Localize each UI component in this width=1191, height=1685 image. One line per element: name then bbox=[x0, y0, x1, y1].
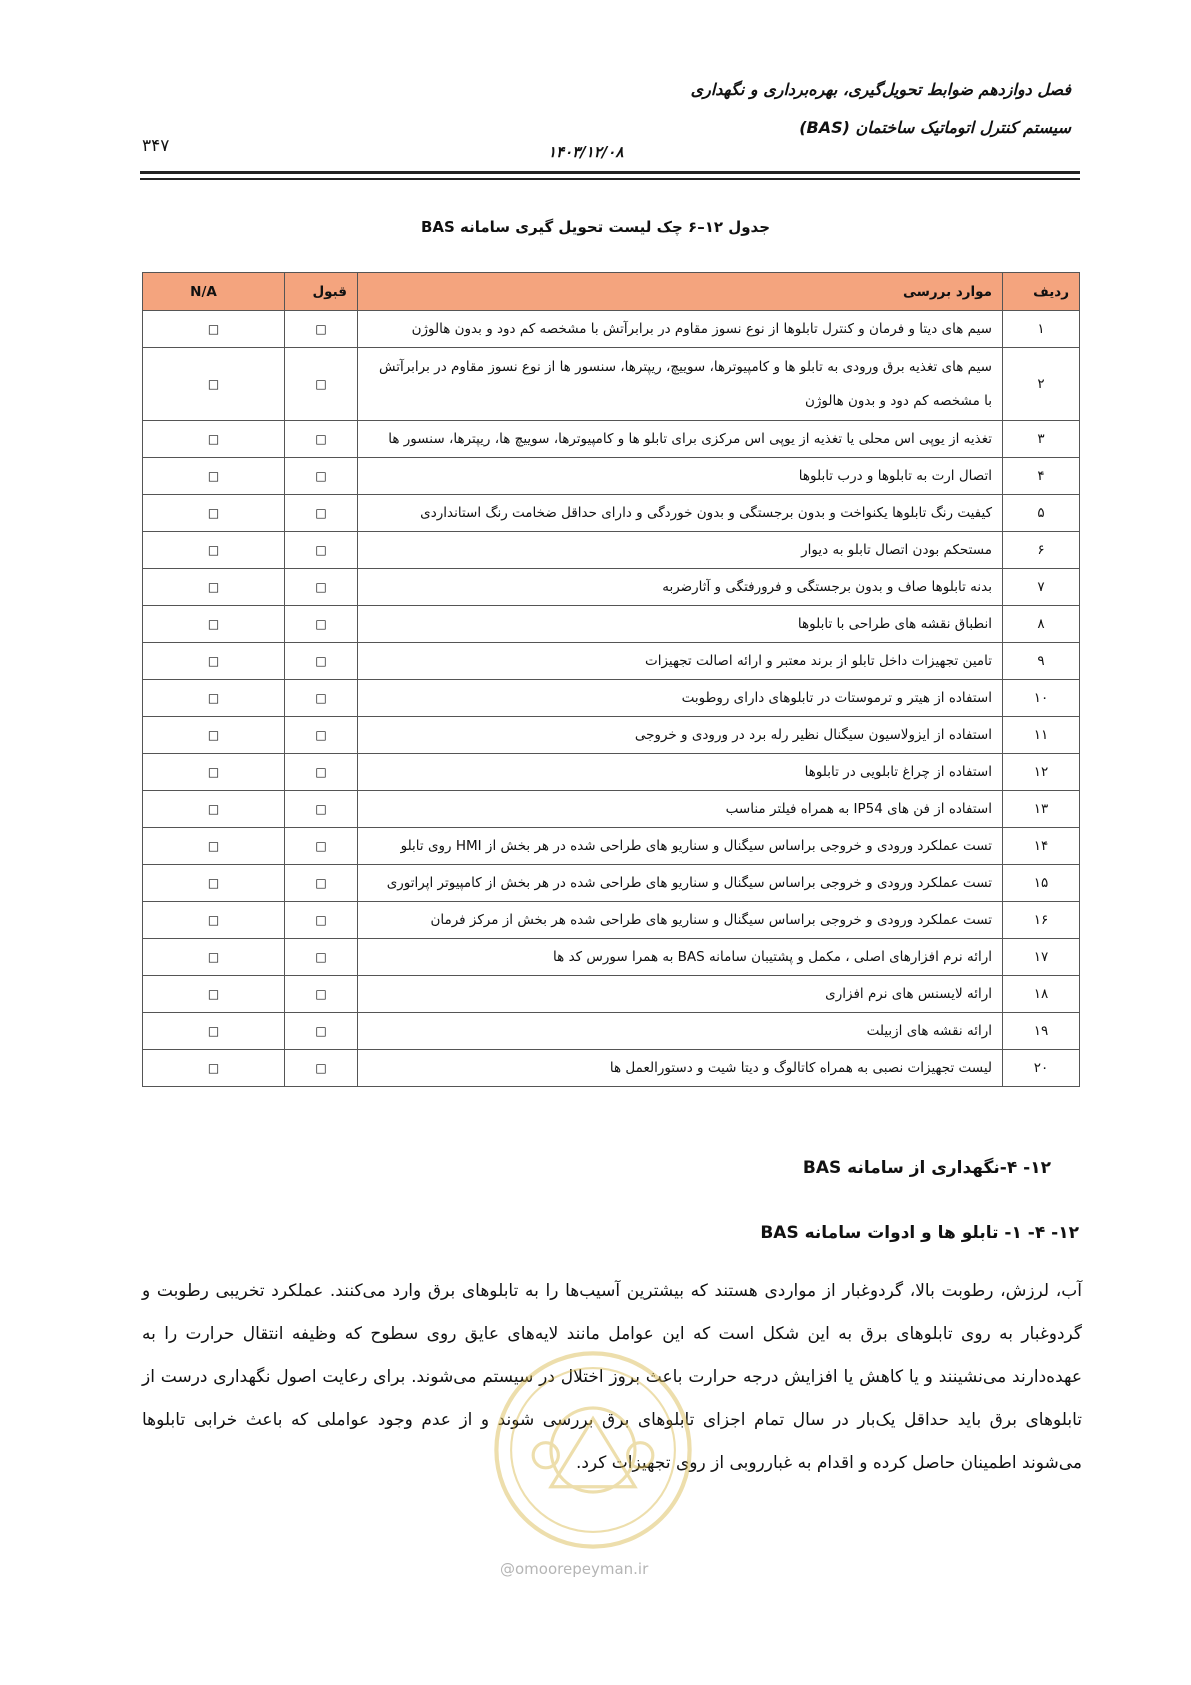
na-cell bbox=[143, 606, 285, 643]
accept-checkbox[interactable]: □ bbox=[315, 987, 327, 1001]
na-checkbox[interactable]: □ bbox=[207, 728, 220, 742]
accept-cell bbox=[285, 569, 358, 606]
accept-checkbox[interactable]: □ bbox=[315, 950, 327, 964]
checklist-table bbox=[142, 272, 1080, 1087]
accept-checkbox[interactable]: □ bbox=[315, 765, 327, 779]
accept-cell bbox=[285, 754, 358, 791]
accept-cell bbox=[285, 717, 358, 754]
na-checkbox[interactable]: □ bbox=[207, 691, 220, 705]
table-row bbox=[143, 643, 1080, 680]
row-number: ۱۵ bbox=[1003, 865, 1080, 902]
row-number: ۱۶ bbox=[1003, 902, 1080, 939]
row-description: استفاده از هیتر و ترموستات در تابلوهای دارای روطوبت bbox=[358, 680, 1003, 717]
row-number: ۱۰ bbox=[1003, 680, 1080, 717]
na-checkbox[interactable]: □ bbox=[207, 802, 220, 816]
document-date: ۱۴۰۳/۱۲/۰۸ bbox=[548, 143, 624, 161]
na-cell bbox=[143, 828, 285, 865]
na-cell bbox=[143, 569, 285, 606]
row-description: مستحکم بودن اتصال تابلو به دیوار bbox=[358, 532, 1003, 569]
row-number: ۹ bbox=[1003, 643, 1080, 680]
accept-checkbox[interactable]: □ bbox=[315, 913, 327, 927]
row-number: ۸ bbox=[1003, 606, 1080, 643]
table-row bbox=[143, 458, 1080, 495]
row-number: ۱۱ bbox=[1003, 717, 1080, 754]
accept-cell bbox=[285, 680, 358, 717]
row-description: سیم های دیتا و فرمان و کنترل تابلوها از نوع نسوز مقاوم در برابرآتش با مشخصه کم دود و بدون هالوژن bbox=[358, 311, 1003, 348]
watermark-seal-icon bbox=[488, 1345, 698, 1555]
row-number: ۶ bbox=[1003, 532, 1080, 569]
row-description: سیم های تغذیه برق ورودی به تابلو ها و کامپیوترها، سوییچ، ریپترها، سنسور ها از نوع نسوز مقاوم در برابرآتش با مشخصه کم دود و بدون هالوژن bbox=[358, 348, 1003, 421]
na-cell bbox=[143, 1013, 285, 1050]
na-cell bbox=[143, 680, 285, 717]
accept-checkbox[interactable]: □ bbox=[315, 322, 327, 336]
row-number: ۷ bbox=[1003, 569, 1080, 606]
accept-cell bbox=[285, 458, 358, 495]
row-number: ۱۴ bbox=[1003, 828, 1080, 865]
table-row bbox=[143, 939, 1080, 976]
accept-checkbox[interactable]: □ bbox=[315, 377, 327, 391]
header-rule bbox=[140, 171, 1080, 174]
na-checkbox[interactable]: □ bbox=[207, 617, 220, 631]
na-checkbox[interactable]: □ bbox=[207, 322, 220, 336]
table-row bbox=[143, 495, 1080, 532]
na-checkbox[interactable]: □ bbox=[207, 876, 220, 890]
table-header-row bbox=[143, 273, 1080, 311]
accept-checkbox[interactable]: □ bbox=[315, 1024, 327, 1038]
row-description: اتصال ارت به تابلوها و درب تابلوها bbox=[358, 458, 1003, 495]
accept-cell bbox=[285, 311, 358, 348]
accept-cell bbox=[285, 976, 358, 1013]
table-row bbox=[143, 902, 1080, 939]
na-cell bbox=[143, 1050, 285, 1087]
subsection-heading: ۱۲- ۴- ۱- تابلو ها و ادوات سامانه BAS bbox=[760, 1223, 1079, 1243]
accept-checkbox[interactable]: □ bbox=[315, 691, 327, 705]
accept-checkbox[interactable]: □ bbox=[315, 432, 327, 446]
table-row bbox=[143, 348, 1080, 421]
na-checkbox[interactable]: □ bbox=[207, 1024, 220, 1038]
accept-checkbox[interactable]: □ bbox=[315, 1061, 327, 1075]
na-cell bbox=[143, 791, 285, 828]
row-description: کیفیت رنگ تابلوها یکنواخت و بدون برجستگی و بدون خوردگی و دارای حداقل ضخامت رنگ استانداردی bbox=[358, 495, 1003, 532]
accept-cell bbox=[285, 902, 358, 939]
row-description: تست عملکرد ورودی و خروجی براساس سیگنال و سناریو های طراحی شده در هر بخش از کامپیوتر اپراتوری bbox=[358, 865, 1003, 902]
column-header-accept: قبول bbox=[285, 273, 358, 311]
na-checkbox[interactable]: □ bbox=[207, 765, 220, 779]
na-checkbox[interactable]: □ bbox=[207, 839, 220, 853]
watermark-url: @omoorepeyman.ir bbox=[500, 1560, 649, 1578]
accept-checkbox[interactable]: □ bbox=[315, 580, 327, 594]
row-number: ۲ bbox=[1003, 348, 1080, 421]
table-row bbox=[143, 865, 1080, 902]
row-description: تست عملکرد ورودی و خروجی براساس سیگنال و سناریو های طراحی شده هر بخش از مرکز فرمان bbox=[358, 902, 1003, 939]
page-number: ۳۴۷ bbox=[142, 136, 170, 156]
accept-checkbox[interactable]: □ bbox=[315, 617, 327, 631]
accept-checkbox[interactable]: □ bbox=[315, 728, 327, 742]
accept-checkbox[interactable]: □ bbox=[315, 802, 327, 816]
accept-checkbox[interactable]: □ bbox=[315, 876, 327, 890]
table-row bbox=[143, 1013, 1080, 1050]
accept-cell bbox=[285, 495, 358, 532]
row-number: ۲۰ bbox=[1003, 1050, 1080, 1087]
row-description: استفاده از ایزولاسیون سیگنال نظیر رله برد در ورودی و خروجی bbox=[358, 717, 1003, 754]
na-checkbox[interactable]: □ bbox=[207, 580, 220, 594]
table-row bbox=[143, 717, 1080, 754]
accept-cell bbox=[285, 791, 358, 828]
na-cell bbox=[143, 532, 285, 569]
table-row bbox=[143, 754, 1080, 791]
accept-cell bbox=[285, 1013, 358, 1050]
na-checkbox[interactable]: □ bbox=[207, 987, 220, 1001]
na-cell bbox=[143, 348, 285, 421]
accept-checkbox[interactable]: □ bbox=[315, 654, 327, 668]
row-number: ۵ bbox=[1003, 495, 1080, 532]
section-heading: ۱۲- ۴-نگهداری از سامانه BAS bbox=[802, 1158, 1051, 1178]
accept-cell bbox=[285, 606, 358, 643]
accept-checkbox[interactable]: □ bbox=[315, 839, 327, 853]
na-checkbox[interactable]: □ bbox=[207, 432, 220, 446]
accept-cell bbox=[285, 939, 358, 976]
row-description: انطباق نقشه های طراحی با تابلوها bbox=[358, 606, 1003, 643]
row-number: ۱۸ bbox=[1003, 976, 1080, 1013]
accept-cell bbox=[285, 643, 358, 680]
row-number: ۱۷ bbox=[1003, 939, 1080, 976]
row-number: ۱۹ bbox=[1003, 1013, 1080, 1050]
na-checkbox[interactable]: □ bbox=[207, 950, 220, 964]
row-description: تغذیه از یوپی اس محلی یا تغذیه از یوپی اس مرکزی برای تابلو ها و کامپیوترها، سوییچ ها، ریپترها، سنسور ها bbox=[358, 421, 1003, 458]
accept-cell bbox=[285, 348, 358, 421]
column-header-item: موارد بررسی bbox=[358, 273, 1003, 311]
table-row bbox=[143, 606, 1080, 643]
na-cell bbox=[143, 458, 285, 495]
accept-cell bbox=[285, 532, 358, 569]
na-checkbox[interactable]: □ bbox=[207, 654, 220, 668]
row-number: ۴ bbox=[1003, 458, 1080, 495]
table-row bbox=[143, 569, 1080, 606]
row-number: ۱۳ bbox=[1003, 791, 1080, 828]
table-row bbox=[143, 311, 1080, 348]
table-row bbox=[143, 791, 1080, 828]
table-row bbox=[143, 421, 1080, 458]
table-row bbox=[143, 976, 1080, 1013]
header-rule bbox=[140, 178, 1080, 180]
body-paragraph: آب، لرزش، رطوبت بالا، گردوغبار از مواردی هستند که بیشترین آسیب‌ها را به تابلوهای برق وارد می‌کنند. عملکرد تخریبی رطوبت و گردوغبار به روی تابلوهای برق به این شکل است که این عوامل مانند لایه‌های عایق روی سطوح که وظیفه انتقال حرارت را به عهده‌دارند می‌نشینند و یا کاهش یا افزایش درجه حرارت باعث بروز اختلال در سیستم می‌شوند. برای رعایت اصول نگهداری درست از تابلوهای برق باید حداقل یک‌بار در سال تمام اجزای تابلوهای برق بررسی شوند و از عدم وجود عواملی که باعث خرابی تابلوها می‌شوند اطمینان حاصل کرده و اقدام به غبارروبی از روی تجهیزات کرد. bbox=[142, 1281, 1082, 1473]
na-cell bbox=[143, 495, 285, 532]
na-checkbox[interactable]: □ bbox=[207, 469, 220, 483]
row-description: ارائه لایسنس های نرم افزاری bbox=[358, 976, 1003, 1013]
na-cell bbox=[143, 311, 285, 348]
table-caption: جدول ۱۲–۶ چک لیست تحویل گیری سامانه BAS bbox=[420, 218, 771, 236]
na-cell bbox=[143, 754, 285, 791]
accept-checkbox[interactable]: □ bbox=[315, 506, 327, 520]
na-cell bbox=[143, 939, 285, 976]
accept-checkbox[interactable]: □ bbox=[315, 469, 327, 483]
row-number: ۱ bbox=[1003, 311, 1080, 348]
document-subject: سیستم کنترل اتوماتیک ساختمان (BAS) bbox=[799, 118, 1071, 137]
row-number: ۱۲ bbox=[1003, 754, 1080, 791]
table-row bbox=[143, 1050, 1080, 1087]
row-description: استفاده از چراغ تابلویی در تابلوها bbox=[358, 754, 1003, 791]
na-cell bbox=[143, 902, 285, 939]
row-number: ۳ bbox=[1003, 421, 1080, 458]
table-row bbox=[143, 828, 1080, 865]
accept-cell bbox=[285, 421, 358, 458]
na-checkbox[interactable]: □ bbox=[207, 506, 220, 520]
na-checkbox[interactable]: □ bbox=[207, 377, 220, 391]
column-header-na: N/A bbox=[143, 273, 285, 311]
accept-cell bbox=[285, 865, 358, 902]
accept-cell bbox=[285, 1050, 358, 1087]
accept-cell bbox=[285, 828, 358, 865]
na-cell bbox=[143, 865, 285, 902]
na-checkbox[interactable]: □ bbox=[207, 1061, 220, 1075]
chapter-title: فصل دوازدهم ضوابط تحویل‌گیری، بهره‌برداری و نگهداری bbox=[690, 80, 1071, 99]
na-checkbox[interactable]: □ bbox=[207, 913, 220, 927]
row-description: بدنه تابلوها صاف و بدون برجستگی و فرورفتگی و آثارضربه bbox=[358, 569, 1003, 606]
na-cell bbox=[143, 717, 285, 754]
table-row bbox=[143, 680, 1080, 717]
table-row bbox=[143, 532, 1080, 569]
na-checkbox[interactable]: □ bbox=[207, 543, 220, 557]
row-description: تامین تجهیزات داخل تابلو از برند معتبر و ارائه اصالت تجهیزات bbox=[358, 643, 1003, 680]
row-description: تست عملکرد ورودی و خروجی براساس سیگنال و سناریو های طراحی شده در هر بخش از HMI روی تابلو bbox=[358, 828, 1003, 865]
na-cell bbox=[143, 643, 285, 680]
row-description: ارائه نرم افزارهای اصلی ، مکمل و پشتیبان سامانه BAS به همرا سورس کد ها bbox=[358, 939, 1003, 976]
na-cell bbox=[143, 421, 285, 458]
accept-checkbox[interactable]: □ bbox=[315, 543, 327, 557]
row-description: لیست تجهیزات نصبی به همراه کاتالوگ و دیتا شیت و دستورالعمل ها bbox=[358, 1050, 1003, 1087]
column-header-row: ردیف bbox=[1003, 273, 1080, 311]
row-description: استفاده از فن های IP54 به همراه فیلتر مناسب bbox=[358, 791, 1003, 828]
na-cell bbox=[143, 976, 285, 1013]
row-description: ارائه نقشه های ازبیلت bbox=[358, 1013, 1003, 1050]
